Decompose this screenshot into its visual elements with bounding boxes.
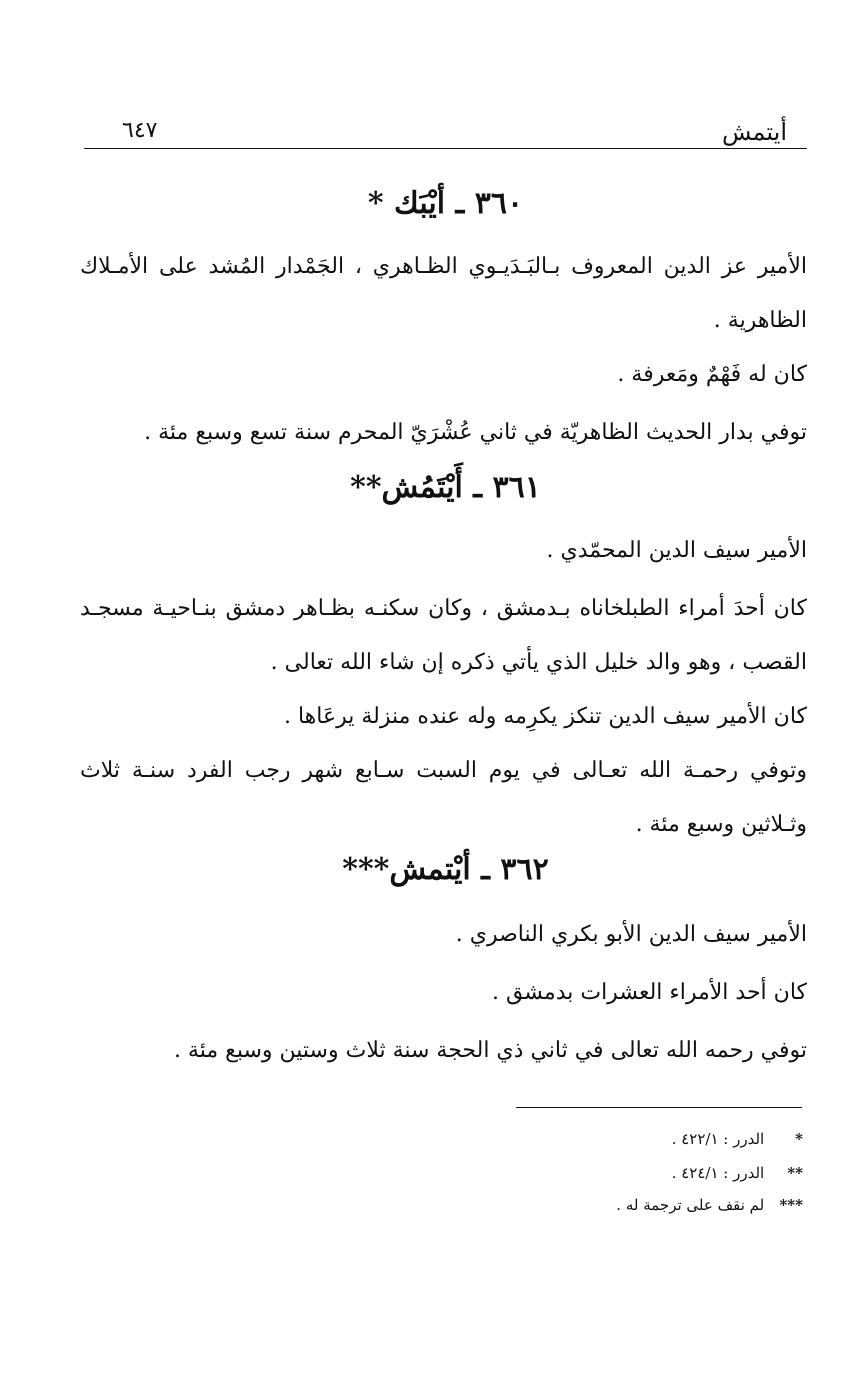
footnote-mark: ***: [779, 1196, 803, 1214]
footnote-text: الدرر : ٤٢٤/١ .: [671, 1164, 765, 1182]
footnote-2: [403, 1162, 803, 1184]
entry-heading-362: ٣٦٢ ـ أيْتمش***: [342, 852, 549, 887]
footnote-text: الدرر : ٤٢٢/١ .: [671, 1130, 765, 1148]
entry-362-paragraph-2: كان أحد الأمراء العشرات بدمشق .: [491, 980, 807, 1005]
entry-361-paragraph-3: كان الأمير سيف الدين تنكز يكرِمه وله عنده منزلة يرعَاها .: [283, 704, 807, 729]
running-header-title: أيتمش: [721, 118, 787, 146]
entry-360-paragraph-1: الأمير عز الدين المعروف بـالبَـدَيـوي الظـاهري ، الجَمْدار المُشد على الأمـلاك الظاهرية .: [80, 254, 807, 333]
entry-361-paragraph-1: الأمير سيف الدين المحمّدي .: [546, 538, 807, 563]
entry-heading-361: ٣٦١ ـ أَيْتَمُش**: [350, 470, 541, 505]
footnote-mark: **: [787, 1164, 803, 1182]
header-rule: [84, 148, 807, 149]
entry-361-paragraph-2: كان أحدَ أمراء الطبلخاناه بـدمشق ، وكان سكنـه بظـاهر دمشق بنـاحيـة مسجـد القصب ، وهو والد خليل الذي يأتي ذكره إن شاء الله تعالى .: [80, 596, 807, 675]
entry-360-paragraph-3: توفي بدار الحديث الظاهريّة في ثاني عُشْرَيّ المحرم سنة تسع وسبع مئة .: [144, 420, 807, 445]
footnote-rule: [516, 1107, 802, 1108]
footnote-text: لم نقف على ترجمة له .: [616, 1196, 765, 1214]
entry-361-paragraph-4: وتوفي رحمـة الله تعـالى في يوم السبت سـابع شهر رجب الفرد سنـة ثلاث وثـلاثين وسبع مئة .: [80, 758, 807, 837]
entry-heading-360: ٣٦٠ ـ أيْبَك *: [367, 186, 524, 221]
page-number: ٦٤٧: [122, 118, 158, 143]
entry-362-paragraph-1: الأمير سيف الدين الأبو بكري الناصري .: [455, 922, 807, 947]
entry-362-paragraph-3: توفي رحمه الله تعالى في ثاني ذي الحجة سنة ثلاث وستين وسبع مئة .: [173, 1038, 807, 1063]
footnote-3: [403, 1194, 803, 1216]
footnote-1: [403, 1128, 803, 1150]
entry-360-paragraph-2: كان له فَهْمٌ ومَعرفة .: [617, 362, 807, 387]
running-header: [84, 118, 787, 150]
footnote-mark: *: [795, 1130, 803, 1148]
